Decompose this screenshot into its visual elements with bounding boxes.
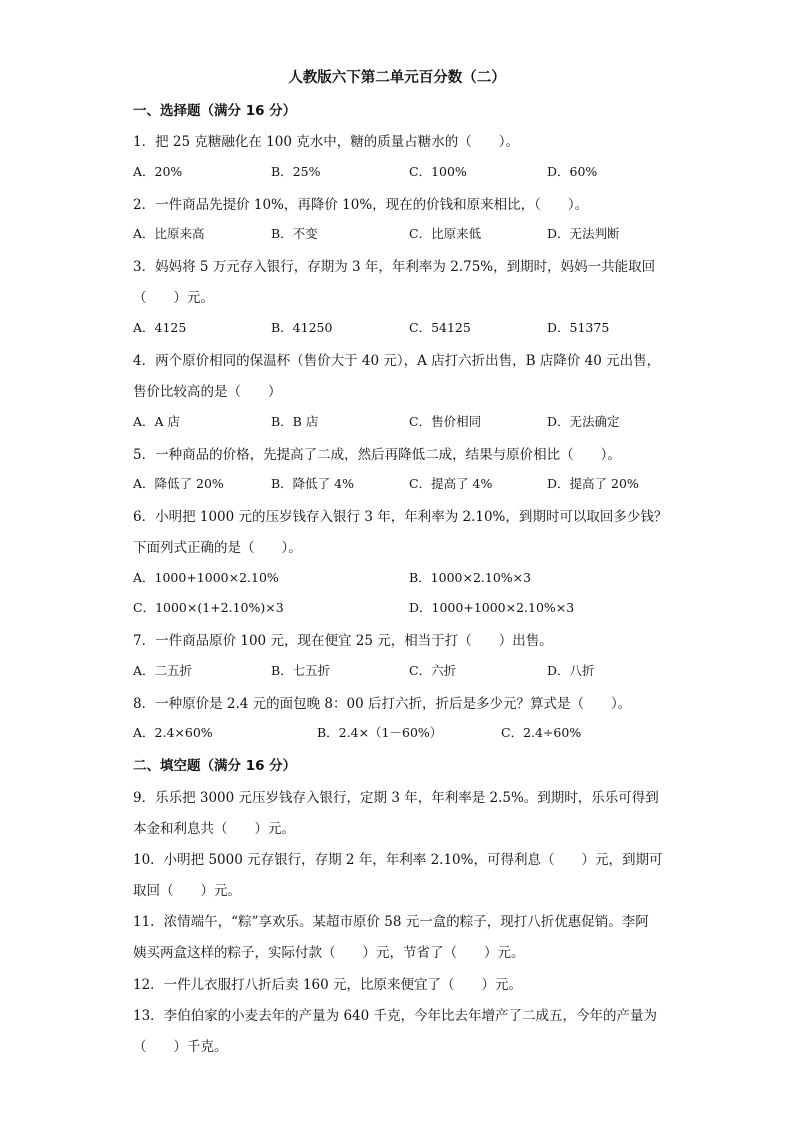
question-8-option-a: A．2.4×60% [133,725,213,740]
question-3-option-c: C．54125 [409,320,471,335]
question-6-option-b: B．1000×2.10%×3 [409,570,532,585]
question-8-option-c: C．2.4÷60% [501,725,582,740]
question-6-option-c: C．1000×(1+2.10%)×3 [133,600,284,615]
question-4-option-a: A．A 店 [133,414,181,429]
question-13-text-line2: （ ）千克。 [133,1039,228,1055]
question-1-option-a: A．20% [133,164,183,179]
question-6-option-a: A．1000+1000×2.10% [133,570,279,585]
question-2-option-d: D．无法判断 [547,226,620,241]
question-8-text: 8．一种原价是 2.4 元的面包晚 8：00 后打六折，折后是多少元？算式是（ ）。 [133,696,632,712]
question-5-option-b: B．降低了 4% [271,476,354,491]
question-10-text-line2: 取回（ ）元。 [133,883,241,899]
question-5-option-a: A．降低了 20% [133,476,224,491]
question-1-option-d: D．60% [547,164,598,179]
question-2-option-b: B．不变 [271,226,318,241]
question-7-option-b: B．七五折 [271,663,331,678]
question-5-text: 5．一种商品的价格，先提高了二成，然后再降低二成，结果与原价相比（ ）。 [133,447,621,463]
question-6-text: 6．小明把 1000 元的压岁钱存入银行 3 年，年利率为 2.10%，到期时可以取回多少钱？ [133,509,668,525]
question-11-text-line2: 姨买两盒这样的粽子，实际付款（ ）元，节省了（ ）元。 [133,945,525,961]
section-heading-choice: 一、选择题（满分 16 分） [133,103,297,119]
question-6-option-d: D．1000+1000×2.10%×3 [409,600,575,615]
question-11-text: 11．浓情端午，“粽”享欢乐。某超市原价 58 元一盒的粽子，现打八折优惠促销。李阿 [133,914,649,930]
question-12-text: 12．一件儿衣服打八折后卖 160 元，比原来便宜了（ ）元。 [133,977,523,993]
question-5-option-c: C．提高了 4% [409,476,493,491]
question-1-option-b: B．25% [271,164,321,179]
question-4-text-line2: 售价比较高的是（ ） [133,384,282,400]
question-4-text: 4．两个原价相同的保温杯（售价大于 40 元），A 店打六折出售，B 店降价 40 元出售， [133,353,661,369]
question-2-option-c: C．比原来低 [409,226,482,241]
question-4-option-d: D．无法确定 [547,414,620,429]
question-3-option-b: B．41250 [271,320,333,335]
section-heading-fill: 二、填空题（满分 16 分） [133,758,297,774]
worksheet-title: 人教版六下第二单元百分数（二） [288,70,506,86]
question-4-option-c: C．售价相同 [409,414,482,429]
question-5-option-d: D．提高了 20% [547,476,639,491]
question-7-option-d: D．八折 [547,663,595,678]
question-10-text: 10．小明把 5000 元存银行，存期 2 年，年利率 2.10%，可得利息（ ）元，到期可 [133,852,663,868]
question-9-text-line2: 本金和利息共（ ）元。 [133,821,295,837]
question-7-option-a: A．二五折 [133,663,193,678]
question-7-text: 7．一件商品原价 100 元，现在便宜 25 元，相当于打（ ）出售。 [133,633,553,649]
question-1-text: 1．把 25 克糖融化在 100 克水中，糖的质量占糖水的（ ）。 [133,134,519,150]
question-3-text-line2: （ ）元。 [133,290,214,306]
question-9-text: 9．乐乐把 3000 元压岁钱存入银行，定期 3 年，年利率是 2.5%。到期时，乐乐可得到 [133,790,659,806]
question-2-option-a: A．比原来高 [133,226,205,241]
question-7-option-c: C．六折 [409,663,457,678]
question-13-text: 13．李伯伯家的小麦去年的产量为 640 千克，今年比去年增产了二成五，今年的产量为 [133,1008,658,1024]
question-1-option-c: C．100% [409,164,467,179]
question-3-option-a: A．4125 [133,320,187,335]
question-2-text: 2．一件商品先提价 10%，再降价 10%，现在的价钱和原来相比，（ ）。 [133,197,589,213]
question-6-text-line2: 下面列式正确的是（ ）。 [133,540,302,556]
question-8-option-b: B．2.4×（1－60%） [317,725,443,740]
question-3-text: 3．妈妈将 5 万元存入银行，存期为 3 年，年利率为 2.75%，到期时，妈妈一共能取回 [133,259,656,275]
question-3-option-d: D．51375 [547,320,610,335]
question-4-option-b: B．B 店 [271,414,319,429]
